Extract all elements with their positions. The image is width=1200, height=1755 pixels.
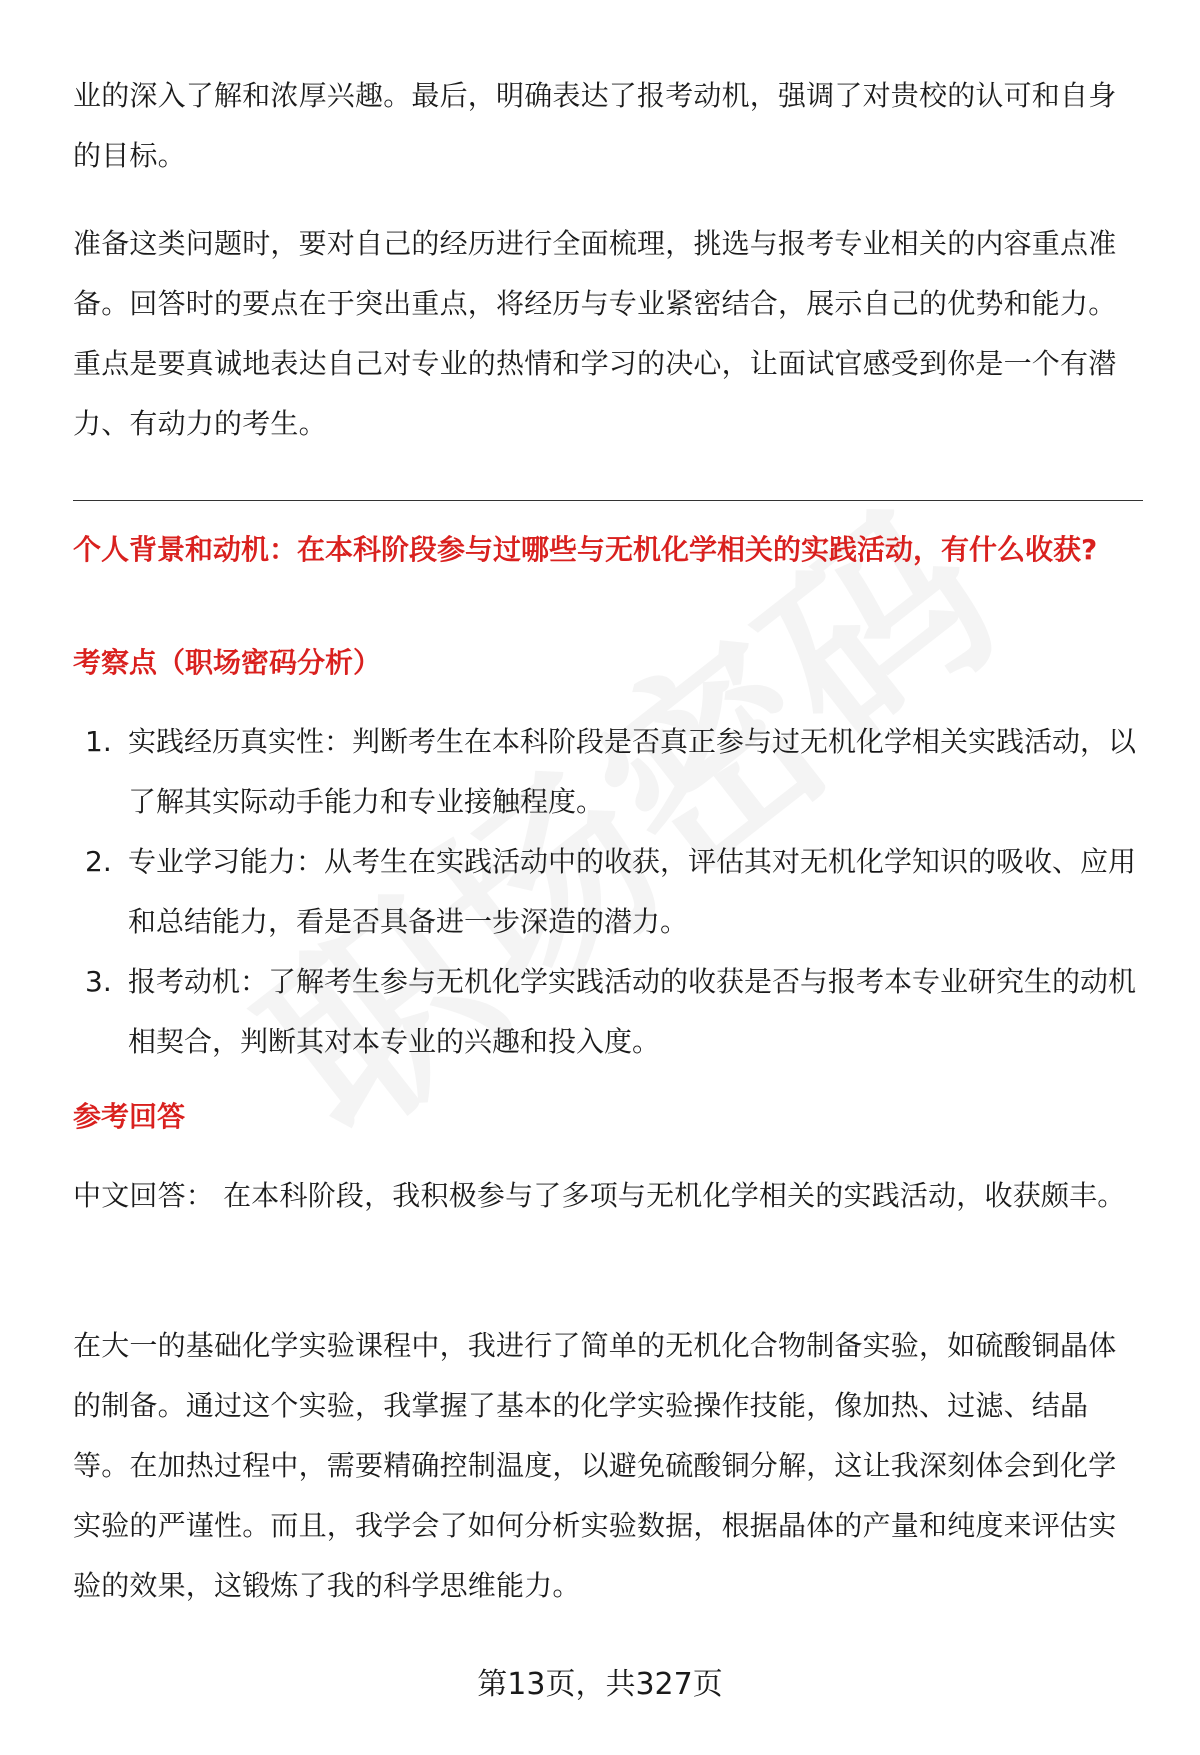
list-number: 2. (85, 845, 112, 878)
list-item-text: 报考动机：了解考生参与无机化学实践活动的收获是否与报考本专业研究生的动机相契合，判断其对本专业的兴趣和投入度。 (128, 965, 1137, 1058)
intro-paragraph-1: 业的深入了解和浓厚兴趣。最后，明确表达了报考动机，强调了对贵校的认可和自身的目标。 (73, 79, 1117, 172)
answer-heading: 参考回答 (73, 1100, 186, 1133)
intro-paragraph-2: 准备这类问题时，要对自己的经历进行全面梳理，挑选与报考专业相关的内容重点准备。回答时的要点在于突出重点，将经历与专业紧密结合，展示自己的优势和能力。重点是要真诚地表达自己对专业的热情和学习的决心，让面试官感受到你是一个有潜力、有动力的考生。 (73, 227, 1117, 440)
list-item-text: 实践经历真实性：判断考生在本科阶段是否真正参与过无机化学相关实践活动，以了解其实际动手能力和专业接触程度。 (128, 725, 1137, 818)
analysis-list (73, 712, 1143, 1072)
list-item (73, 712, 1143, 832)
page-number: 第13页，共327页 (477, 1667, 723, 1702)
list-item-text: 专业学习能力：从考生在实践活动中的收获，评估其对无机化学知识的吸收、应用和总结能力，看是否具备进一步深造的潜力。 (128, 845, 1137, 938)
list-number: 3. (85, 965, 112, 998)
list-item (73, 832, 1143, 952)
analysis-heading: 考察点（职场密码分析） (73, 646, 382, 679)
list-number: 1. (85, 725, 112, 758)
answer-paragraph-2: 在大一的基础化学实验课程中，我进行了简单的无机化合物制备实验，如硫酸铜晶体的制备。通过这个实验，我掌握了基本的化学实验操作技能，像加热、过滤、结晶等。在加热过程中，需要精确控制温度，以避免硫酸铜分解，这让我深刻体会到化学实验的严谨性。而且，我学会了如何分析实验数据，根据晶体的产量和纯度来评估实验的效果，这锻炼了我的科学思维能力。 (73, 1329, 1117, 1602)
question-heading: 个人背景和动机：在本科阶段参与过哪些与无机化学相关的实践活动，有什么收获? (73, 533, 1098, 566)
answer-paragraph-1: 中文回答： 在本科阶段，我积极参与了多项与无机化学相关的实践活动，收获颇丰。 (73, 1179, 1126, 1212)
section-divider (73, 500, 1143, 501)
list-item (73, 952, 1143, 1072)
